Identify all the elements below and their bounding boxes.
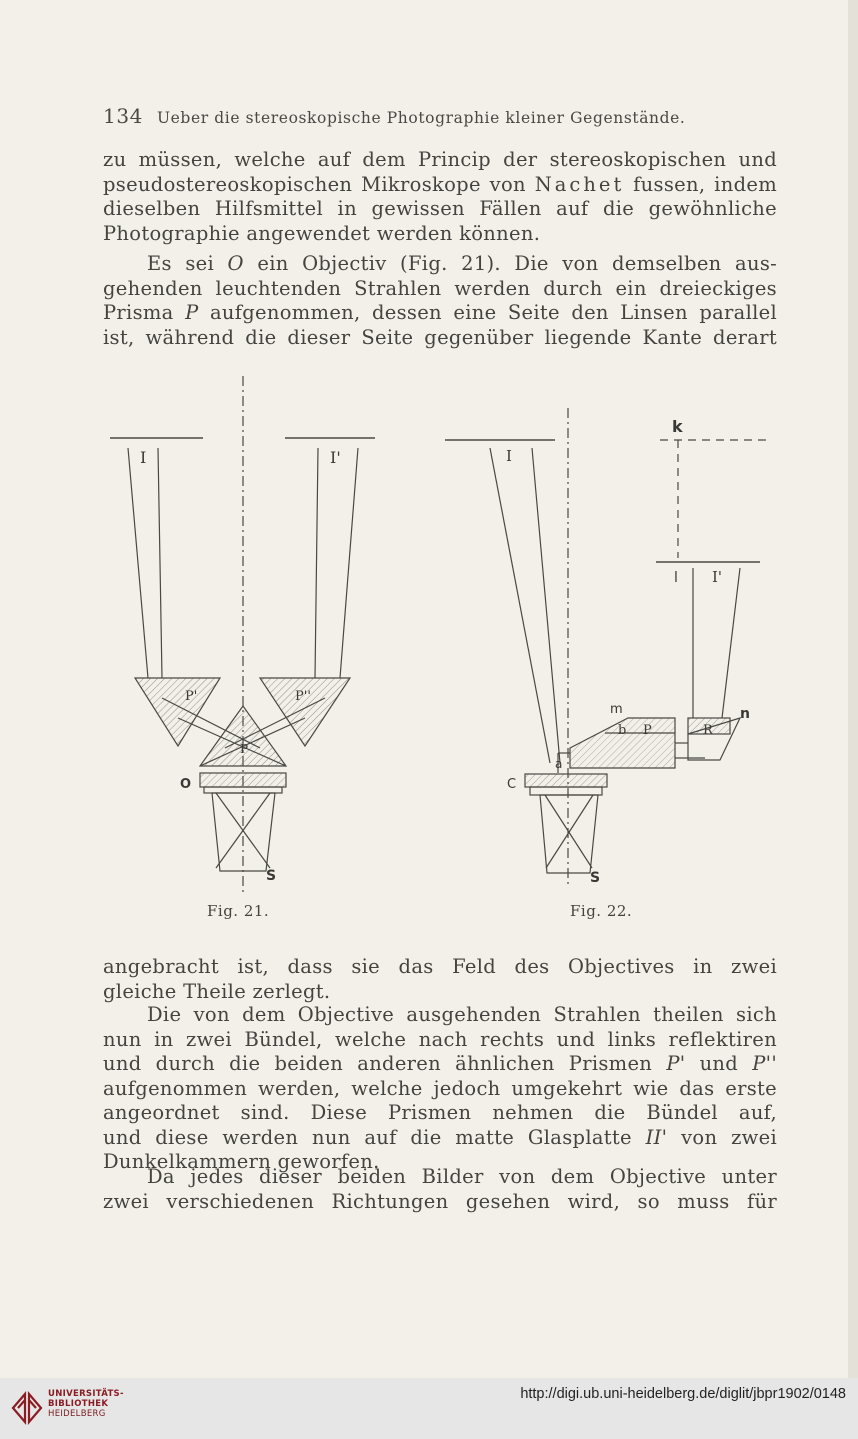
- running-title: Ueber die stereoskopische Photographie kleiner Gegenstände.: [156, 109, 686, 127]
- text-fragment: ein Objectiv (Fig. 21). Die von demselben aus-: [257, 252, 778, 275]
- text-line: ist, während die dieser Seite gegenüber liegende Kante derart: [103, 325, 777, 349]
- text-fragment: und diese werden nun auf die matte Glasplatte: [103, 1125, 632, 1149]
- label: P'': [295, 689, 311, 704]
- figure-diagrams: [100, 368, 780, 928]
- library-name-line: HEIDELBERG: [48, 1409, 106, 1419]
- text-fragment: pseudostereoskopischen Mikroskope von: [103, 172, 526, 196]
- label: P: [240, 742, 249, 756]
- library-name: [48, 1389, 124, 1419]
- text-line: [103, 173, 777, 198]
- text-line: zu müssen, welche auf dem Princip der stereoskopischen und: [103, 148, 777, 171]
- label: b: [618, 723, 627, 738]
- label: I': [712, 568, 723, 586]
- author-name: Nachet: [534, 172, 625, 196]
- label: n: [740, 706, 750, 722]
- text-line: gehenden leuchtenden Strahlen werden durch ein dreieckiges: [103, 276, 777, 300]
- symbol-p1: P': [666, 1052, 686, 1075]
- paragraph-4: [103, 1003, 777, 1175]
- label: P': [185, 689, 198, 704]
- label: a: [555, 757, 563, 771]
- library-name-line: BIBLIOTHEK: [48, 1399, 109, 1409]
- label: S: [590, 870, 601, 886]
- text-line: gleiche Theile zerlegt.: [103, 979, 331, 1003]
- label: I: [140, 448, 147, 467]
- label: P: [643, 723, 652, 738]
- label: l: [674, 570, 678, 586]
- symbol-o: O: [227, 252, 244, 275]
- library-logo-icon: [10, 1388, 44, 1428]
- text-fragment: Es sei: [147, 252, 215, 275]
- text-fragment: aufgenommen, dessen eine Seite den Linsen parallel: [209, 301, 778, 324]
- label: I: [506, 447, 512, 465]
- paragraph-3: [103, 955, 777, 1004]
- text-fragment: und durch die beiden anderen ähnlichen Prismen: [103, 1052, 653, 1075]
- label: k: [672, 417, 683, 436]
- source-url[interactable]: http://digi.ub.uni-heidelberg.de/diglit/jbpr1902/0148: [520, 1386, 846, 1402]
- text-fragment: und: [699, 1052, 739, 1075]
- label: O: [180, 777, 192, 792]
- text-line: [103, 1052, 777, 1077]
- text-line: Photographie angewendet werden können.: [103, 221, 541, 245]
- text-line: Die von dem Objective ausgehenden Strahlen theilen sich: [147, 1003, 777, 1026]
- paragraph-1: [103, 148, 777, 246]
- library-name-line: UNIVERSITÄTS-: [48, 1389, 124, 1399]
- page-edge: [848, 0, 858, 1378]
- text-line: [103, 301, 777, 326]
- text-fragment: von zwei: [681, 1125, 778, 1149]
- running-head: [103, 104, 723, 128]
- label: I': [330, 448, 341, 467]
- text-line: [103, 1126, 777, 1151]
- text-line: dieselben Hilfsmittel in gewissen Fällen auf die gewöhnliche: [103, 197, 777, 220]
- label: m: [610, 702, 623, 717]
- text-line: zwei verschiedenen Richtungen gesehen wird, so muss für: [103, 1189, 777, 1213]
- text-line: aufgenommen werden, welche jedoch umgekehrt wie das erste: [103, 1076, 777, 1100]
- fig22-drawing: [445, 408, 768, 888]
- label: R: [703, 723, 713, 738]
- label: S: [266, 868, 277, 884]
- text-line: Dunkelkammern geworfen.: [103, 1150, 380, 1173]
- text-line: nun in zwei Bündel, welche nach rechts und links reflektiren: [103, 1027, 777, 1051]
- label: C: [507, 777, 517, 792]
- text-line: [103, 252, 777, 277]
- symbol-ii: II': [645, 1125, 668, 1149]
- symbol-p2: P'': [752, 1052, 777, 1075]
- paragraph-2: [103, 252, 777, 350]
- text-line: angebracht ist, dass sie das Feld des Objectives in zwei: [103, 955, 777, 978]
- text-fragment: Prisma: [103, 301, 174, 324]
- figure-21-caption: Fig. 21.: [207, 902, 270, 920]
- text-line: angeordnet sind. Diese Prismen nehmen die Bündel auf,: [103, 1101, 777, 1124]
- text-fragment: fussen, indem: [633, 172, 777, 196]
- paragraph-5: [103, 1165, 777, 1214]
- symbol-p: P: [185, 301, 199, 324]
- figure-22-caption: Fig. 22.: [570, 902, 633, 920]
- text-line: Da jedes dieser beiden Bilder von dem Objective unter: [147, 1165, 777, 1188]
- page-number: 134: [103, 104, 143, 128]
